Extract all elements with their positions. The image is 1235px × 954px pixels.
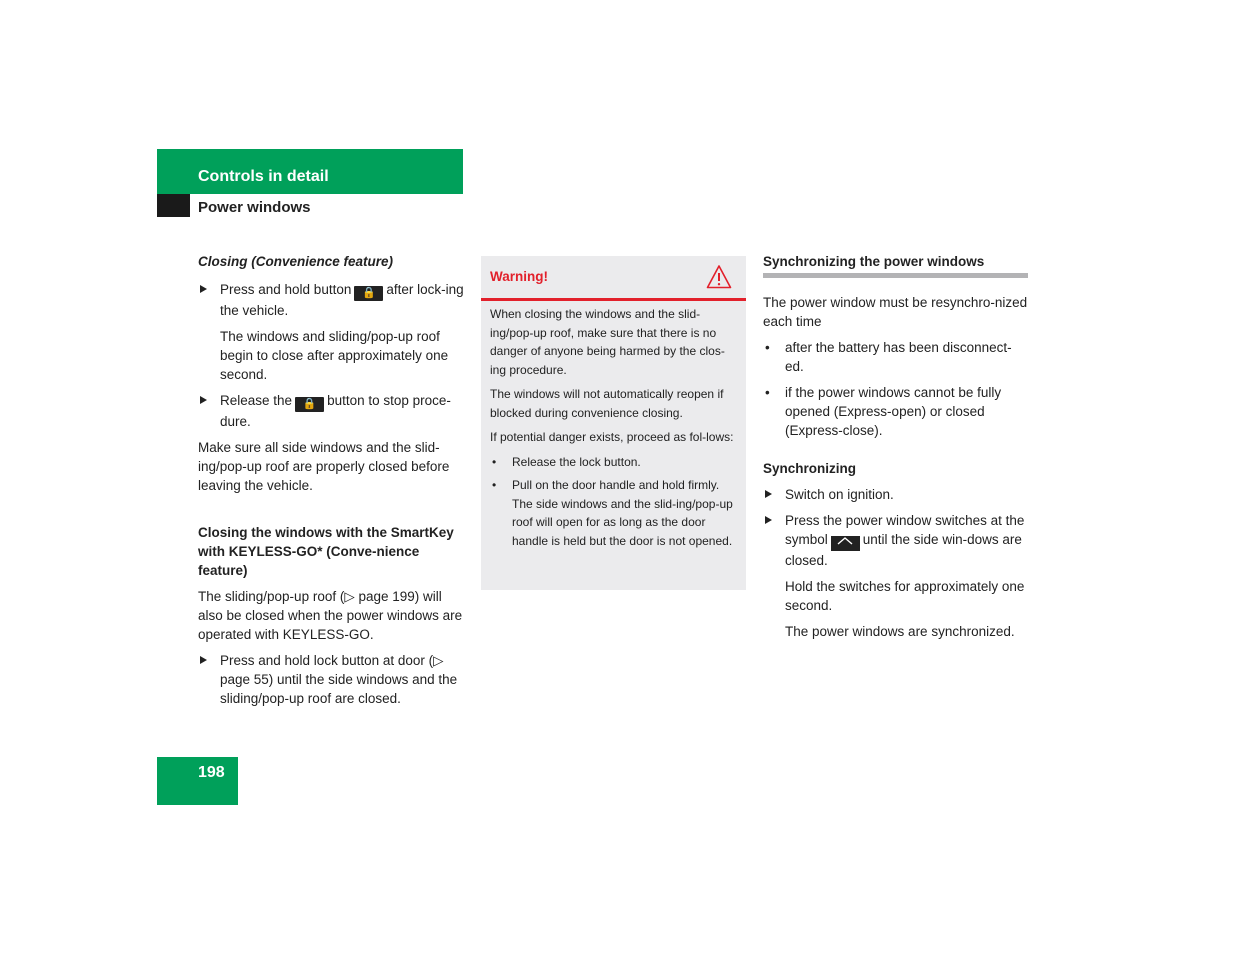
- step-text: after lock-ing the vehicle.: [220, 282, 464, 318]
- step-item: [763, 511, 1028, 570]
- step-text: Release the: [220, 393, 293, 408]
- warning-triangle-icon: [706, 264, 732, 290]
- closing-title: Closing (Convenience feature): [198, 254, 394, 269]
- sync-subtitle: Synchronizing: [763, 461, 857, 476]
- step-item: [763, 485, 1028, 504]
- step-text: Press and hold lock button at door (▷ page 55) until the side windows and the sliding/pop-up roof are closed.: [220, 653, 458, 706]
- list-item: • if the power windows cannot be fully opened (Express-open) or closed (Express-close).: [763, 383, 1028, 440]
- step-item: [198, 391, 466, 431]
- warning-body: [490, 305, 738, 555]
- section-title: Controls in detail: [198, 168, 329, 185]
- step-item: [198, 280, 466, 320]
- warning-header: [481, 256, 746, 301]
- step-text: Press and hold button: [220, 282, 352, 297]
- right-column: [763, 252, 1028, 648]
- left-column: [198, 252, 466, 715]
- list-item: • after the battery has been disconnect-ed.: [763, 338, 1028, 376]
- warning-bullet: • Pull on the door handle and hold firmly. The side windows and the slid-ing/pop-up roof will open for as long as the door handle is held but the door is not opened.: [490, 476, 738, 550]
- paragraph: The power window must be resynchro-nized each time: [763, 295, 1028, 329]
- step-text: Press the power window switches at the symbol: [785, 513, 1025, 547]
- warning-title: Warning!: [490, 269, 548, 284]
- page-number: 198: [198, 764, 225, 781]
- step-item: [198, 651, 466, 708]
- warning-paragraph: The windows will not automatically reopen if blocked during convenience closing.: [490, 387, 724, 420]
- step-text: button to stop proce-dure.: [220, 393, 451, 429]
- header-marker: [157, 194, 190, 217]
- heading-rule: [763, 273, 1028, 278]
- step-note: Hold the switches for approximately one second.: [785, 579, 1025, 613]
- step-note: The windows and sliding/pop-up roof begin to close after approximately one second.: [220, 329, 449, 382]
- warning-paragraph: When closing the windows and the slid-ing/pop-up roof, make sure that there is no danger of anyone being harmed by the clos-ing procedure.: [490, 307, 725, 377]
- sync-title: Synchronizing the power windows: [763, 254, 985, 269]
- warning-bullet: • Release the lock button.: [490, 453, 738, 472]
- step-text: until the side win-dows are closed.: [785, 532, 1022, 568]
- step-note: The power windows are synchronized.: [785, 624, 1015, 639]
- warning-box: [481, 256, 746, 590]
- lock-button-icon: 🔒: [354, 286, 383, 301]
- paragraph: The sliding/pop-up roof (▷ page 199) will also be closed when the power windows are operated with KEYLESS-GO.: [198, 589, 463, 642]
- keyless-title: Closing the windows with the SmartKey with KEYLESS-GO* (Conve-nience feature): [198, 525, 454, 578]
- lock-button-icon: 🔒: [295, 397, 324, 412]
- window-close-symbol-icon: [831, 536, 860, 551]
- subsection-title: Power windows: [198, 199, 311, 216]
- warning-paragraph: If potential danger exists, proceed as fol-lows:: [490, 430, 734, 444]
- step-text: Switch on ignition.: [785, 487, 894, 502]
- paragraph: Make sure all side windows and the slid-ing/pop-up roof are properly closed before leaving the vehicle.: [198, 440, 450, 493]
